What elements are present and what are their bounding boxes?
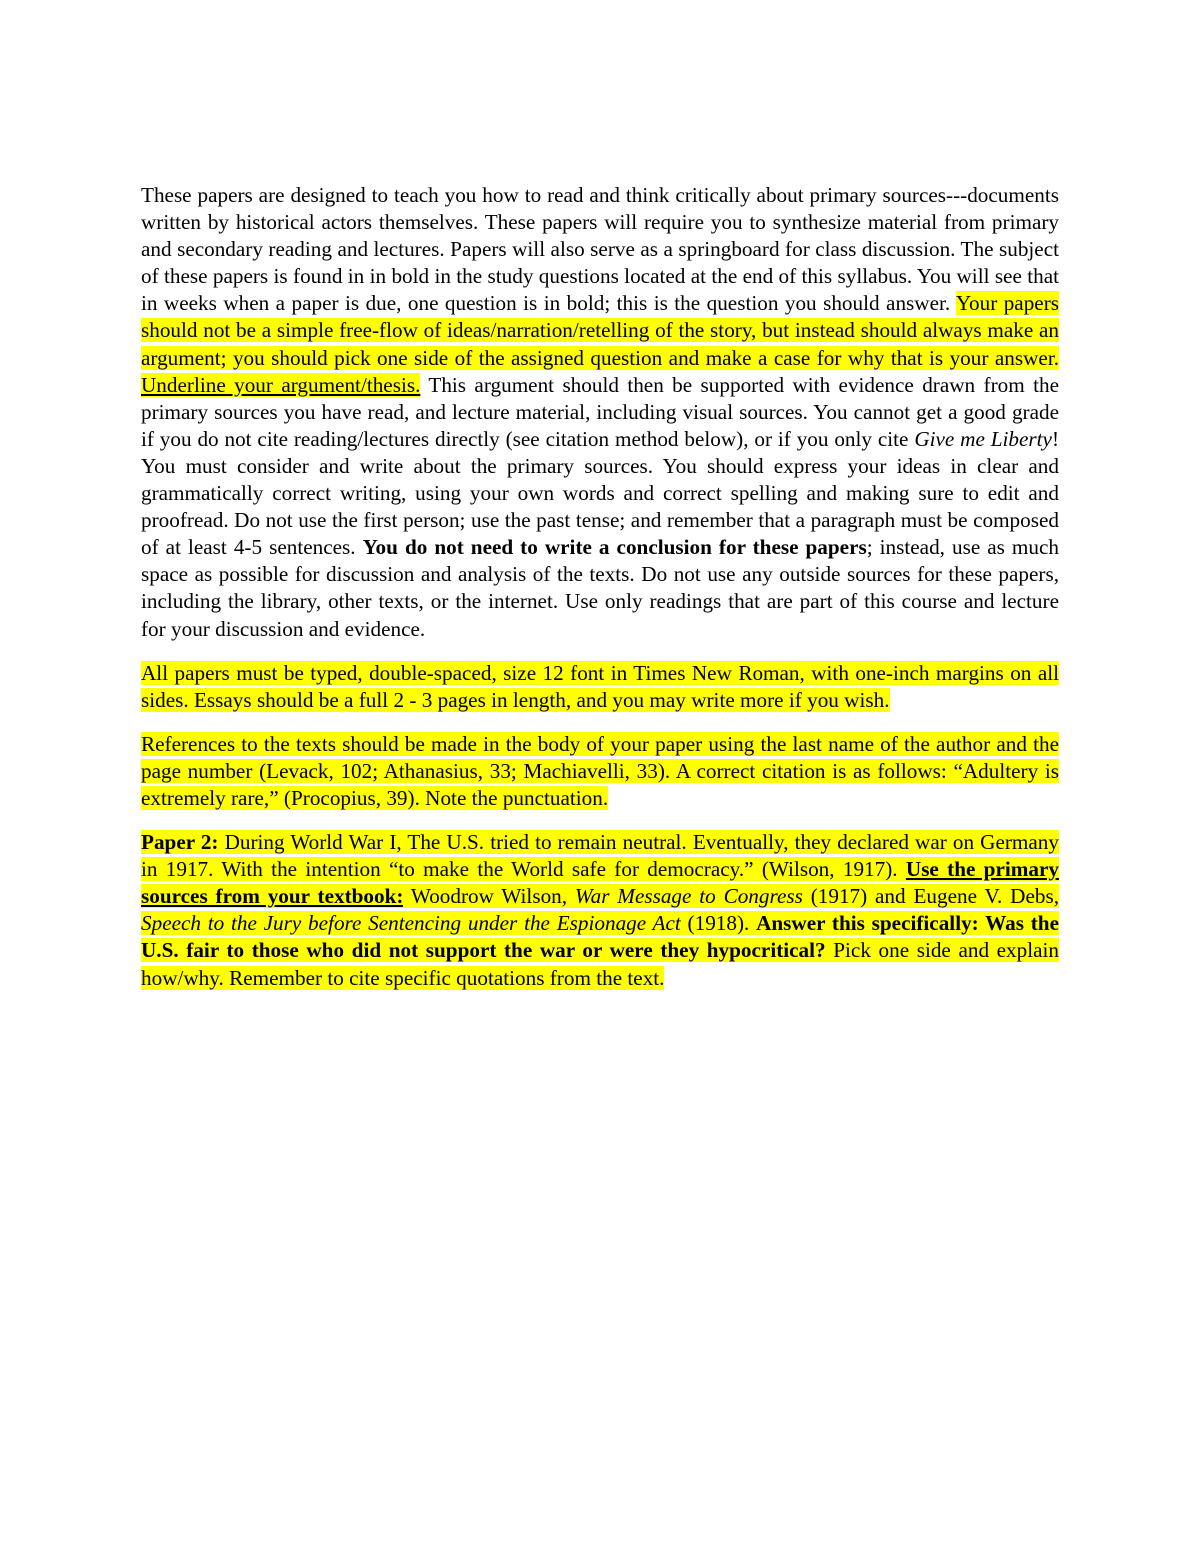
- source-year: (1918).: [680, 911, 757, 936]
- no-conclusion-note: You do not need to write a conclusion for these papers: [362, 535, 867, 560]
- argument-instructions-highlight: Your papers should not be a simple free-flow of ideas/narration/retelling of the story, but instead should always make an argument; you should pick one side of the assigned question and make a case for why that is your answer.: [141, 291, 1059, 370]
- source-author-wilson: Woodrow Wilson,: [403, 884, 575, 909]
- source-title-debs-speech: Speech to the Jury before Sentencing under the Espionage Act: [141, 911, 681, 936]
- paper-2-label: Paper 2:: [141, 830, 219, 855]
- sources-restriction-text: ; instead, use as much space as possible for discussion and analysis of the texts. Do not use any outside sources for these papers, including the library, other texts, or the internet. Use only readings that are part of this course and lecture for your discussion and evidence.: [141, 535, 1059, 641]
- paragraph-assignment-overview: [141, 182, 1059, 643]
- primary-sources-label: Use the primary sources from your textbook:: [141, 857, 1059, 909]
- paper-2-instructions: Pick one side and explain how/why. Remember to cite specific quotations from the text.: [141, 938, 1060, 990]
- writing-requirements-text: ! You must consider and write about the primary sources. You should express your ideas in clear and grammatically correct writing, using your own words and correct spelling and making sure to edit and proofread. Do not use the first person; use the past tense; and remember that a paragraph must be composed of at least 4-5 sentences.: [141, 426, 1060, 560]
- underline-thesis-instruction: Underline your argument/thesis.: [141, 372, 421, 397]
- textbook-title: Give me Liberty: [914, 426, 1052, 451]
- paragraph-citation-method: [141, 731, 1059, 812]
- paragraph-formatting-requirements: [141, 660, 1059, 714]
- source-author-debs: (1917) and Eugene V. Debs,: [802, 884, 1059, 909]
- paragraph-paper-2-prompt: [141, 829, 1059, 992]
- overview-text: These papers are designed to teach you how to read and think critically about primary sources---documents written by historical actors themselves. These papers will require you to synthesize material from primary and secondary reading and lectures. Papers will also serve as a springboard for class discussion. The subject of these papers is found in in bold in the study questions located at the end of this syllabus. You will see that in weeks when a paper is due, one question is in bold; this is the question you should answer.: [141, 183, 1059, 316]
- citation-method-highlight: References to the texts should be made in the body of your paper using the last name of the author and the page number (Levack, 102; Athanasius, 33; Machiavelli, 33). A correct citation is as follows: “Adultery is extremely rare,” (Procopius, 39). Note the punctuation.: [141, 731, 1059, 810]
- source-title-war-message: War Message to Congress: [574, 884, 803, 909]
- paper-2-question: Answer this specifically: Was the U.S. fair to those who did not support the war or were they hypocritical?: [141, 911, 1059, 963]
- document-page: [141, 182, 1059, 1009]
- paper-2-context: During World War I, The U.S. tried to remain neutral. Eventually, they declared war on Germany in 1917. With the intention “to make the World safe for democracy.” (Wilson, 1917).: [141, 830, 1059, 882]
- evidence-text: This argument should then be supported with evidence drawn from the primary sources you have read, and lecture material, including visual sources. You cannot get a good grade if you do not cite reading/lectures directly (see citation method below), or if you only cite: [141, 372, 1059, 451]
- formatting-requirements-highlight: All papers must be typed, double-spaced, size 12 font in Times New Roman, with one-inch margins on all sides. Essays should be a full 2 - 3 pages in length, and you may write more if you wish.: [141, 660, 1059, 712]
